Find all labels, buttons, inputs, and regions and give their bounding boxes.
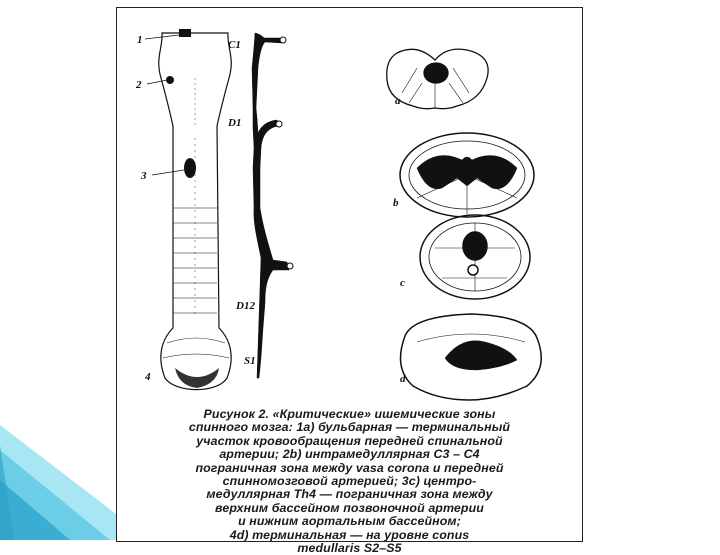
label-b: b [393,197,399,209]
label-d1: D1 [228,117,242,129]
label-1: 1 [137,34,143,46]
cross-section-d [401,314,542,400]
caption-line: артерии; 2b) интрамедуллярная C3 – C4 [219,447,480,462]
label-c: c [400,277,405,289]
label-c1: C1 [228,39,241,51]
caption-line: Рисунок 2. «Критические» ишемические зоны [203,407,496,421]
label-a: a [395,95,401,107]
label-s1: S1 [244,355,256,367]
cross-section-a [387,49,488,109]
label-4: 4 [145,371,151,383]
caption-line: спинномозговой артерией; 3с) центро- [222,474,477,489]
figure-caption [117,408,582,555]
label-d: d [400,373,406,385]
label-3: 3 [141,170,147,182]
caption-line: пограничная зона между vasa corona и передней [195,460,504,475]
caption-line: и нижним аортальным бассейном; [238,514,461,529]
figure-panel [116,7,583,555]
caption-line: участок кровообращения передней спинальной [196,433,503,448]
cross-section-b [400,133,534,217]
spinal-cord-illustration [117,8,582,408]
caption-line: 4d) терминальная — на уровне conus [229,527,470,542]
longitudinal-cord-drawing [159,33,232,390]
caption-line: верхним бассейном позвоночной артерии [215,500,484,515]
caption-line: медуллярная Th4 — пограничная зона между [206,487,493,502]
artery-profile-drawing [252,33,293,378]
caption-line: спинного мозга: 1а) бульбарная — терминальный [188,420,511,435]
cross-section-c [420,215,530,299]
ischemic-zone-marks [166,29,219,388]
caption-line: medullaris S2–S5 [297,541,402,555]
pointer-lines [145,35,184,175]
label-d12: D12 [236,300,255,312]
label-2: 2 [136,79,142,91]
